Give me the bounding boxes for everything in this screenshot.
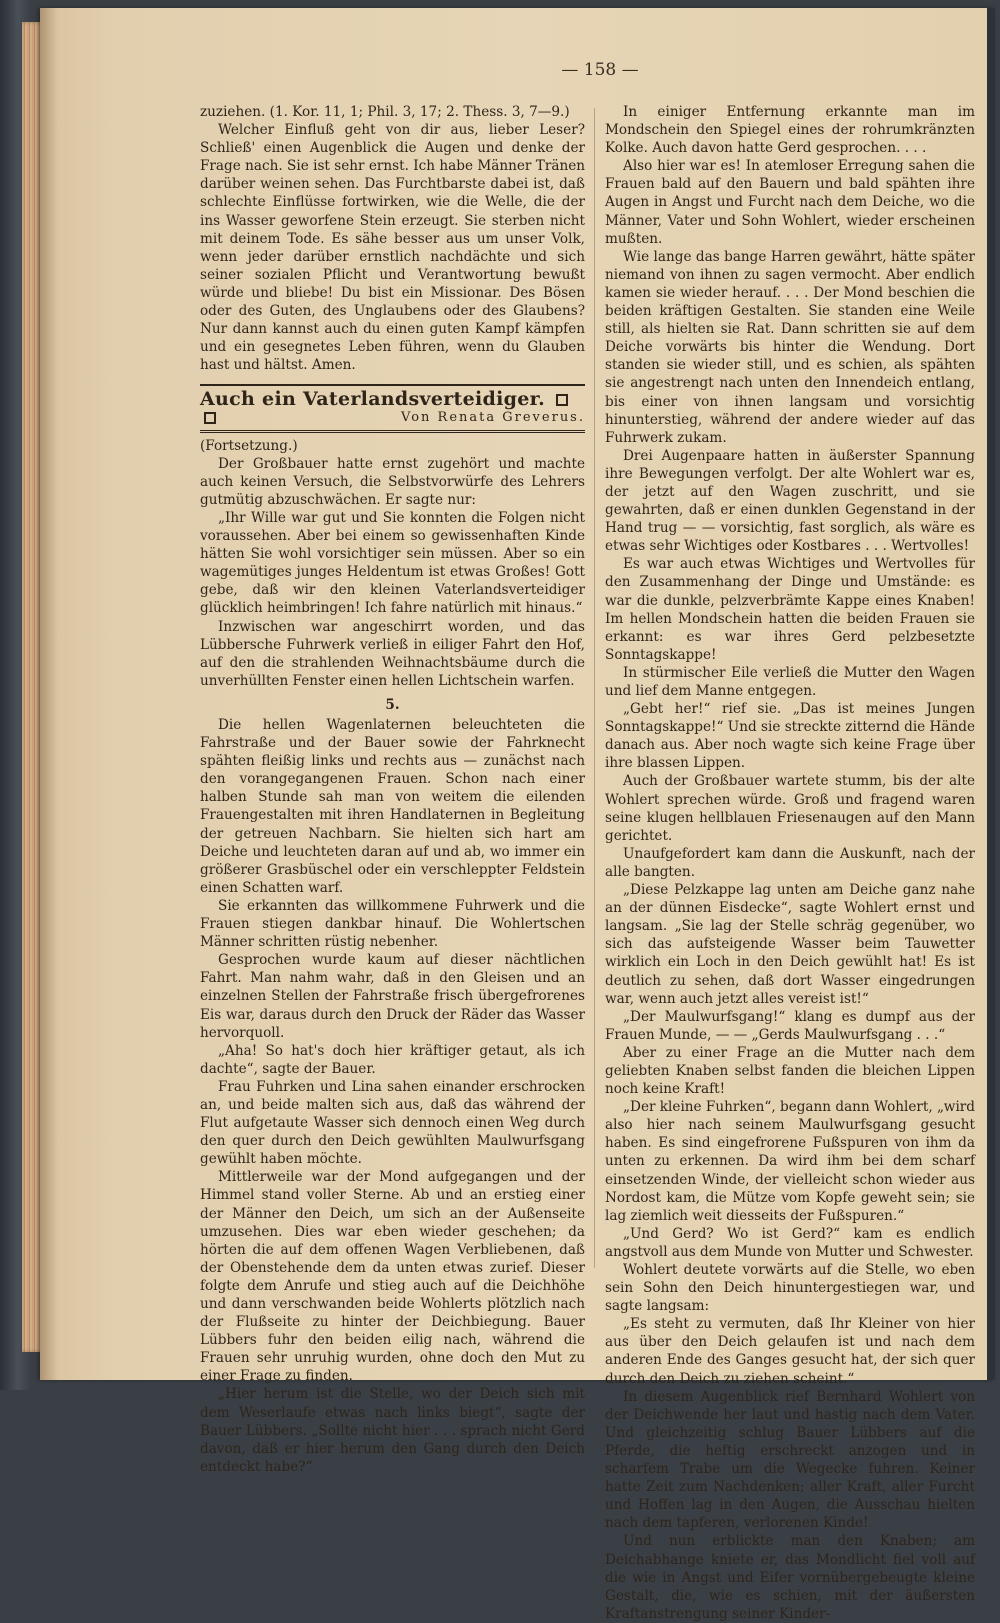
binding-shadow — [40, 8, 58, 1380]
story-paragraph: Die hellen Wagenlaternen beleuchteten die Fahrstraße und der Bauer sowie der Fahrknecht spähten fleißig links und rechts aus — zunächst nach den vorangegangenen Frauen. Schon nach einer halben Stunde sah man von weitem die eilenden Frauengestalten mit ihren Handlaternen in Begleitung der getreuen Nachbarn. Sie hielten sich hart am Deiche und leuchteten daran auf und ab, wo immer ein größerer Grasbüschel oder ein verschleppter Feldstein einen Schatten warf. — [200, 717, 585, 896]
ornament-box-icon — [204, 412, 216, 424]
column-divider — [594, 108, 595, 1268]
story-paragraph: „Ihr Wille war gut und Sie konnten die Folgen nicht voraussehen. Aber bei einem so gewissenhaften Kinde hätten Sie wohl vorsichtiger sein müssen. Aber so ein wagemütiges junges Heldentum ist etwas Großes! Gott gebe, daß wir den kleinen Vaterlandsverteidiger glücklich heimbringen! Ich fahre natürlich mit hinaus.“ — [200, 509, 585, 617]
story-paragraph: Sie erkannten das willkommene Fuhrwerk und die Frauen stiegen dankbar hinauf. Die Wohlertschen Männer schritten rüstig nebenher. — [200, 897, 585, 951]
story-paragraph: Der Großbauer hatte ernst zugehört und machte auch keinen Versuch, die Selbstvorwürfe des Lehrers gutmütig abzuschwächen. Er sagte nur: — [200, 455, 585, 508]
story-paragraph: In einiger Entfernung erkannte man im Mondschein den Spiegel eines der rohrumkränzten Kolke. Auch davon hatte Gerd gesprochen. . . . — [605, 104, 975, 157]
story-paragraph: „Aha! So hat's doch hier kräftiger getaut, als ich dachte“, sagte der Bauer. — [200, 1042, 585, 1077]
intro-paragraph: zuziehen. (1. Kor. 11, 1; Phil. 3, 17; 2. Thess. 3, 7—9.) — [200, 104, 570, 120]
story-paragraph: Unaufgefordert kam dann die Auskunft, nach der alle bangten. — [605, 845, 975, 880]
story-author-line — [200, 409, 585, 433]
left-column — [200, 103, 585, 1476]
story-paragraph: Drei Augenpaare hatten in äußerster Spannung ihre Bewegungen verfolgt. Der alte Wohlert war es, der jetzt auf den Wagen zuschritt, und sie gewahrten, daß er einen dunklen Gegenstand in der Hand trug — — vorsichtig, fast sorglich, als wäre es etwas sehr Wichtiges oder Kostbares . . . Wertvolles! — [605, 447, 975, 555]
story-paragraph: „Der Maulwurfsgang!“ klang es dumpf aus der Frauen Munde, — — „Gerds Maulwurfsgang . . .“ — [605, 1008, 975, 1043]
story-paragraph: Und nun erblickte man den Knaben; am Deichabhange kniete er, das Mondlicht fiel voll auf die wie in Angst und Eifer vornübergebeugte kleine Gestalt, die, wie es schien, mit der äußersten Kraftanstrengung seiner Kinder- — [605, 1533, 975, 1622]
story-paragraph: Aber zu einer Frage an die Mutter nach dem geliebten Knaben selbst fanden die bleichen Lippen noch keine Kraft! — [605, 1044, 975, 1098]
story-paragraph: „Und Gerd? Wo ist Gerd?“ kam es endlich angstvoll aus dem Munde von Mutter und Schwester. — [605, 1225, 975, 1260]
story-paragraph: Also hier war es! In atemloser Erregung sahen die Frauen bald auf den Bauern und bald spähten ihre Augen in Angst und Furcht nach dem Deiche, wo die Männer, Vater und Sohn Wohlert, wieder erscheinen mußten. — [605, 158, 975, 247]
continuation-note: (Fortsetzung.) — [200, 437, 298, 454]
story-paragraph: „Hier herum ist die Stelle, wo der Deich sich mit dem Weserlaufe etwas nach links biegt“, sagte der Bauer Lübbers. „Sollte nicht hier . . . sprach nicht Gerd davon, daß er hier herum den Gang durch den Deich entdeckt habe?“ — [200, 1386, 585, 1475]
story-paragraph: Inzwischen war angeschirrt worden, und das Lübbersche Fuhrwerk verließ in eiliger Fahrt den Hof, auf den die strahlenden Weihnachtsbäume durch die unverhüllten Fenster einen hellen Lichtschein warfen. — [200, 618, 585, 689]
story-paragraph: Auch der Großbauer wartete stumm, bis der alte Wohlert sprechen würde. Groß und fragend waren seine klugen hellblauen Friesenaugen auf den Mann gerichtet. — [605, 773, 975, 844]
story-paragraph: Mittlerweile war der Mond aufgegangen und der Himmel stand voller Sterne. Ab und an erstieg einer der Männer den Deich, um sich an der Außenseite umzusehen. Dies war eben wieder geschehen; da hörten die auf dem offenen Wagen Verbliebenen, daß der Obenstehende dem da unten etwas zurief. Dieser folgte dem Anrufe und stieg auch auf die Deichhöhe und dann verschwanden beide Wohlerts plötzlich nach der Flußseite zu hinter der Deichbiegung. Bauer Lübbers fuhr den beiden eilig nach, während die Frauen sehr unruhig wurden, ohne doch den Mut zu einer Frage zu finden. — [200, 1169, 585, 1385]
story-paragraph: In diesem Augenblick rief Bernhard Wohlert von der Deichwende her laut und hastig nach dem Vater. Und gleichzeitig schlug Bauer Lübbers auf die Pferde, die heftig erschreckt anzogen und in scharfem Trabe um die Wegecke fuhren. Keiner hatte Zeit zum Nachdenken; aller Kraft, aller Furcht und Hoffen lag in den Augen, die Ausschau hielten nach dem tapferen, verlorenen Kinde! — [605, 1388, 975, 1532]
intro-paragraph: Welcher Einfluß geht von dir aus, lieber Leser? Schließ' einen Augenblick die Augen und denke der Frage nach. Sie ist sehr ernst. Ich habe Männer Tränen darüber weinen sehen. Das Furchtbarste dabei ist, daß schlechte Einflüsse fortwirken, wie die Welle, die der ins Wasser geworfene Stein erzeugt. Sie sterben nicht mit deinem Tode. Es sähe besser aus um unser Volk, wenn jeder darüber ernstlich nachdächte und sich seiner sozialen Pflicht und Verantwortung bewußt würde und bliebe! Du bist ein Missionar. Des Bösen oder des Guten, des Unglaubens oder des Glaubens? Nur dann kannst auch du einen guten Kampf kämpfen und ein gesegnetes Leben führen, wenn du Glauben hast und hältst. Amen. — [200, 122, 585, 374]
story-paragraph: „Es steht zu vermuten, daß Ihr Kleiner von hier aus über den Deich gelaufen ist und nach dem anderen Ende des Ganges gesucht hat, der sich quer durch den Deich zu ziehen scheint.“ — [605, 1316, 975, 1387]
story-paragraph: In stürmischer Eile verließ die Mutter den Wagen und lief dem Manne entgegen. — [605, 664, 975, 699]
story-paragraph: Gesprochen wurde kaum auf dieser nächtlichen Fahrt. Man nahm wahr, daß in den Gleisen und an einzelnen Stellen der Fahrstraße frisch übergefrorenes Eis war, daraus durch den Druck der Räder das Wasser hervorquoll. — [200, 952, 585, 1041]
section-number: 5. — [385, 696, 400, 713]
story-paragraph: Es war auch etwas Wichtiges und Wertvolles für den Zusammenhang der Dinge und Umstände: es war die dunkle, pelzverbrämte Kappe eines Knaben! Im hellen Mondschein hatten die beiden Frauen sie erkannt: es war ihres Gerd pelzbesetzte Sonntagskappe! — [605, 556, 975, 663]
page-number: — 158 — — [561, 60, 639, 80]
ornament-box-icon — [556, 394, 568, 406]
story-paragraph: Wohlert deutete vorwärts auf die Stelle, wo eben sein Sohn den Deich hinuntergestiegen war, und sagte langsam: — [605, 1262, 975, 1315]
story-paragraph: „Gebt her!“ rief sie. „Das ist meines Jungen Sonntagskappe!“ Und sie streckte zitternd die Hände danach aus. Aber noch wagte sich keine Frage über ihre blassen Lippen. — [605, 701, 975, 772]
story-paragraph: Wie lange das bange Harren gewährt, hätte später niemand von ihnen zu sagen vermocht. Aber endlich kamen sie wieder herauf. . . . Der Mond beschien die beiden kräftigen Gestalten. Sie standen eine Weile still, als hielten sie Rat. Dann schritten sie auf dem Deiche vorwärts bis hinter die Wendung. Dort standen sie wieder still, und es schien, als spähten sie angestrengt nach unten den Innendeich entlang, bis einer von ihnen langsam und vorsichtig hinunterstieg, während der andere wieder auf das Fuhrwerk zukam. — [605, 248, 975, 446]
story-title: Auch ein Vaterlandsverteidiger. — [200, 390, 585, 408]
right-column — [605, 103, 975, 1623]
story-author: Von Renata Greverus. — [401, 409, 585, 425]
story-paragraph: „Der kleine Fuhrken“, begann dann Wohlert, „wird also hier nach seinem Maulwurfsgang gesucht haben. Es sind eingefrorene Fußspuren von ihm da unten zu erkennen. Da wird ihm bei dem scharf einsetzenden Winde, der vielleicht schon wieder aus Nordost kam, die Mütze vom Kopfe geweht sein; sie lag ziemlich weit diesseits der Fußspuren.“ — [605, 1099, 975, 1224]
right-background-strip — [987, 8, 995, 1380]
story-paragraph: „Diese Pelzkappe lag unten am Deiche ganz nahe an der dünnen Eisdecke“, sagte Wohlert ernst und langsam. „Sie lag der Stelle schräg gegenüber, wo sich das aufsteigende Wasser beim Tauwetter wirklich ein Loch in den Deich gewühlt hat! Es ist deutlich zu sehen, daß dort Wasser eingedrungen war, wenn auch jetzt alles vereist ist!“ — [605, 882, 975, 1007]
story-paragraph: Frau Fuhrken und Lina sahen einander erschrocken an, und beide malten sich aus, daß das während der Flut aufgetaute Wasser sich dennoch einen Weg durch den quer durch den Deich gewühlten Maulwurfsgang gewühlt haben möchte. — [200, 1078, 585, 1168]
story-header — [200, 384, 585, 432]
